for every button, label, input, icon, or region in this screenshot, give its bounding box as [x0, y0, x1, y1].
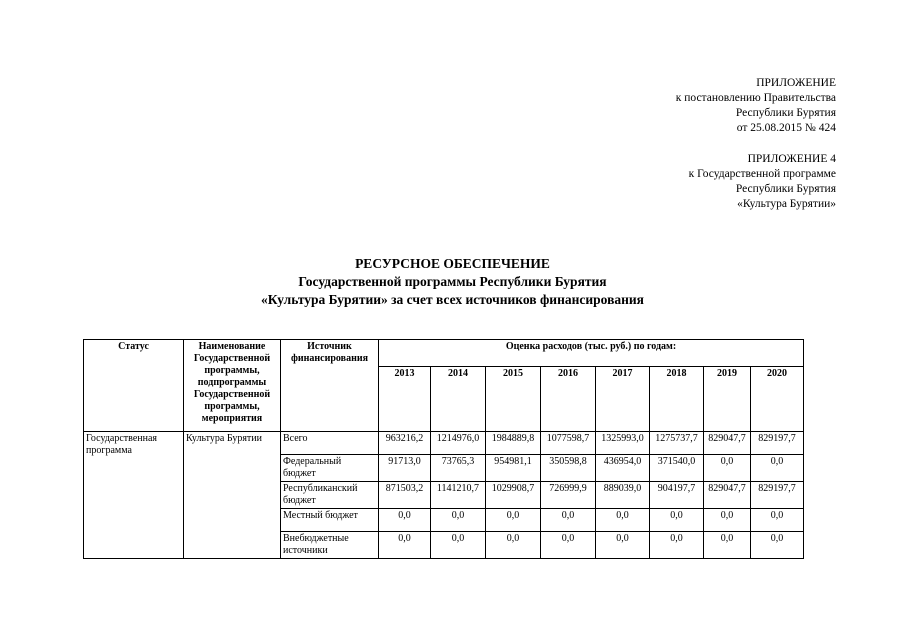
value-cell: 0,0	[704, 455, 751, 482]
title-line-2: Государственной программы Республики Бурятия	[298, 274, 607, 289]
value-cell: 871503,2	[379, 482, 431, 509]
header-program-name: Наименование Государственной программы, подпрограммы Государственной программы, мероприятия	[184, 340, 281, 432]
header-estimate: Оценка расходов (тыс. руб.) по годам:	[379, 340, 804, 367]
appendix-line: Республики Бурятия	[735, 107, 836, 119]
appendix-header-program	[689, 152, 836, 212]
value-cell: 1984889,8	[486, 432, 541, 455]
value-cell: 350598,8	[541, 455, 596, 482]
value-cell: 1029908,7	[486, 482, 541, 509]
value-cell: 726999,9	[541, 482, 596, 509]
value-cell: 0,0	[596, 509, 650, 532]
table-row	[84, 432, 804, 455]
value-cell: 1325993,0	[596, 432, 650, 455]
year-header: 2017	[596, 367, 650, 432]
value-cell: 0,0	[650, 532, 704, 559]
title-line-1: РЕСУРСНОЕ ОБЕСПЕЧЕНИЕ	[355, 256, 550, 271]
value-cell: 829047,7	[704, 432, 751, 455]
value-cell: 829197,7	[751, 482, 804, 509]
appendix-line: ПРИЛОЖЕНИЕ	[756, 77, 836, 89]
program-name-cell: Культура Бурятии	[184, 432, 281, 559]
value-cell: 0,0	[751, 532, 804, 559]
value-cell: 829197,7	[751, 432, 804, 455]
resource-table	[83, 339, 804, 559]
source-cell: Местный бюджет	[281, 509, 379, 532]
appendix-line: от 25.08.2015 № 424	[736, 122, 836, 134]
value-cell: 436954,0	[596, 455, 650, 482]
value-cell: 1077598,7	[541, 432, 596, 455]
header-status: Статус	[84, 340, 184, 432]
value-cell: 0,0	[704, 532, 751, 559]
value-cell: 91713,0	[379, 455, 431, 482]
value-cell: 889039,0	[596, 482, 650, 509]
value-cell: 829047,7	[704, 482, 751, 509]
value-cell: 1214976,0	[431, 432, 486, 455]
appendix-line: ПРИЛОЖЕНИЕ 4	[747, 153, 836, 165]
source-cell: Всего	[281, 432, 379, 455]
year-header: 2015	[486, 367, 541, 432]
year-header: 2018	[650, 367, 704, 432]
value-cell: 73765,3	[431, 455, 486, 482]
value-cell: 0,0	[751, 509, 804, 532]
document-title	[0, 255, 905, 309]
value-cell: 0,0	[379, 509, 431, 532]
value-cell: 0,0	[486, 532, 541, 559]
value-cell: 1275737,7	[650, 432, 704, 455]
value-cell: 0,0	[379, 532, 431, 559]
header-source: Источник финансирования	[281, 340, 379, 432]
value-cell: 0,0	[751, 455, 804, 482]
value-cell: 0,0	[431, 509, 486, 532]
year-header: 2014	[431, 367, 486, 432]
value-cell: 0,0	[541, 509, 596, 532]
value-cell: 963216,2	[379, 432, 431, 455]
appendix-line: «Культура Бурятии»	[737, 198, 836, 210]
source-cell: Республиканский бюджет	[281, 482, 379, 509]
year-header: 2020	[751, 367, 804, 432]
value-cell: 0,0	[704, 509, 751, 532]
appendix-line: к постановлению Правительства	[675, 92, 836, 104]
value-cell: 0,0	[596, 532, 650, 559]
value-cell: 0,0	[541, 532, 596, 559]
status-cell: Государственная программа	[84, 432, 184, 559]
source-cell: Федеральный бюджет	[281, 455, 379, 482]
appendix-line: к Государственной программе	[688, 168, 836, 180]
appendix-line: Республики Бурятия	[735, 183, 836, 195]
value-cell: 904197,7	[650, 482, 704, 509]
value-cell: 0,0	[486, 509, 541, 532]
appendix-header-resolution	[676, 76, 836, 136]
year-header: 2016	[541, 367, 596, 432]
value-cell: 371540,0	[650, 455, 704, 482]
year-header: 2013	[379, 367, 431, 432]
value-cell: 0,0	[431, 532, 486, 559]
value-cell: 0,0	[650, 509, 704, 532]
title-line-3: «Культура Бурятии» за счет всех источников финансирования	[261, 292, 644, 307]
year-header: 2019	[704, 367, 751, 432]
value-cell: 954981,1	[486, 455, 541, 482]
value-cell: 1141210,7	[431, 482, 486, 509]
source-cell: Внебюджетные источники	[281, 532, 379, 559]
